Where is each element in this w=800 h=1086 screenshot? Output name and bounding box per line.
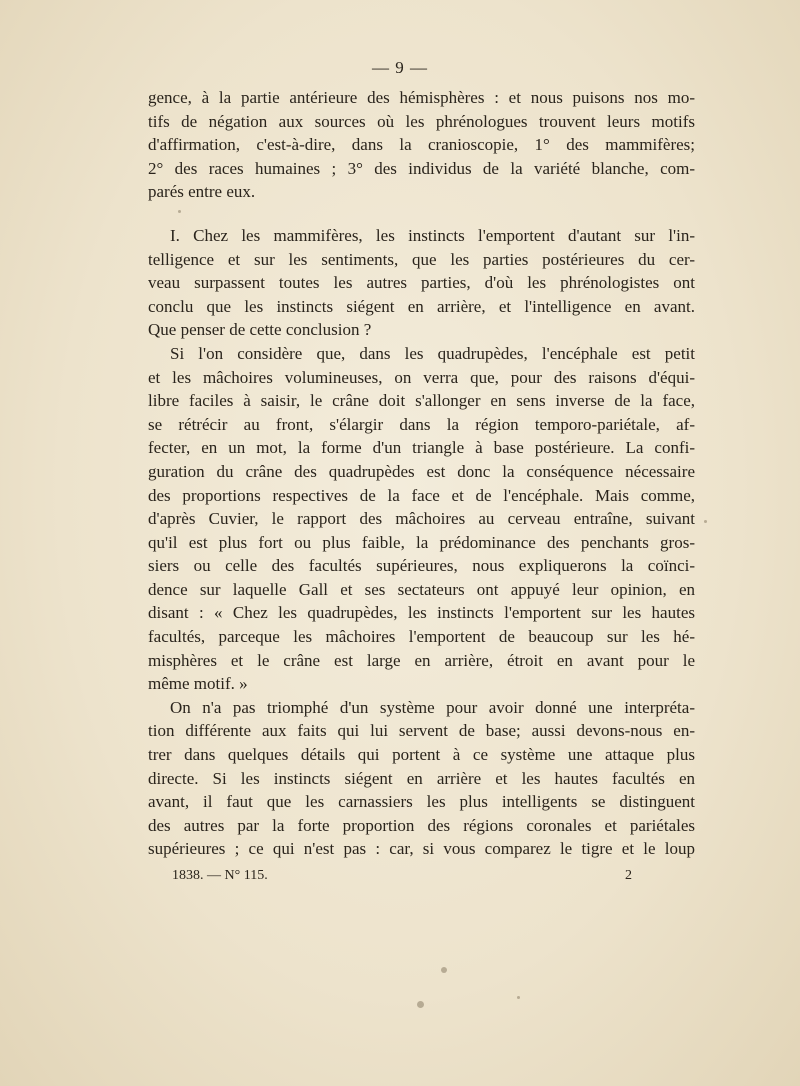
- text-line: supérieures ; ce qui n'est pas : car, si vous comparez le tigre et le loup: [148, 839, 695, 859]
- text-line: misphères et le crâne est large en arrière, étroit en avant pour le: [148, 650, 695, 670]
- signature-mark: 1838. — N° 115.: [172, 868, 268, 883]
- text-line: 2° des races humaines ; 3° des individus de la variété blanche, com-: [148, 158, 695, 178]
- text-line: se rétrécir au front, s'élargir dans la région temporo-pariétale, af-: [148, 414, 695, 434]
- page-number: — 9 —: [372, 58, 428, 77]
- text-line: directe. Si les instincts siégent en arrière et les hautes facultés en: [148, 768, 695, 788]
- text-line: tion différente aux faits qui lui servent de base; aussi devons-nous en-: [148, 721, 695, 741]
- text-line: libre faciles à saisir, le crâne doit s'allonger en sens inverse de la face,: [148, 391, 695, 411]
- text-line: dence sur laquelle Gall et ses sectateurs ont appuyé leur opinion, en: [148, 579, 695, 599]
- text-line: qu'il est plus fort ou plus faible, la prédominance des penchants gros-: [148, 532, 695, 552]
- text-line: Que penser de cette conclusion ?: [148, 320, 372, 340]
- text-line: veau surpassent toutes les autres parties, d'où les phrénologistes ont: [148, 273, 695, 293]
- text-line: des proportions respectives de la face et de l'encéphale. Mais comme,: [148, 485, 695, 505]
- scan-speck: [517, 996, 520, 999]
- page-footer: [172, 868, 632, 884]
- text-line: siers ou celle des facultés supérieures, nous expliquerons la coïnci-: [148, 556, 695, 576]
- text-line: conclu que les instincts siégent en arrière, et l'intelligence en avant.: [148, 296, 695, 316]
- text-line: On n'a pas triomphé d'un système pour avoir donné une interpréta-: [170, 697, 695, 717]
- sheet-number: 2: [625, 868, 632, 883]
- scan-speck: [704, 520, 707, 523]
- text-line: même motif. »: [148, 674, 248, 694]
- scan-speck: [441, 967, 447, 973]
- text-line: trer dans quelques détails qui portent à ce système une attaque plus: [148, 745, 695, 765]
- scan-speck: [178, 210, 181, 213]
- text-line: Si l'on considère que, dans les quadrupèdes, l'encéphale est petit: [170, 343, 695, 363]
- text-line: des autres par la forte proportion des régions coronales et pariétales: [148, 815, 695, 835]
- text-line: et les mâchoires volumineuses, on verra que, pour des raisons d'équi-: [148, 367, 695, 387]
- text-line: disant : « Chez les quadrupèdes, les instincts l'emportent sur les hautes: [148, 603, 695, 623]
- text-line: I. Chez les mammifères, les instincts l'emportent d'autant sur l'in-: [170, 225, 695, 245]
- text-line: telligence et sur les sentiments, que les parties postérieures du cer-: [148, 249, 695, 269]
- text-line: d'affirmation, c'est-à-dire, dans la cranioscopie, 1° des mammifères;: [148, 135, 695, 155]
- text-line: facultés, parceque les mâchoires l'emportent de beaucoup sur les hé-: [148, 627, 695, 647]
- text-line: gence, à la partie antérieure des hémisphères : et nous puisons nos mo-: [148, 88, 695, 107]
- scan-speck: [417, 1001, 424, 1008]
- text-line: tifs de négation aux sources où les phrénologues trouvent leurs motifs: [148, 111, 695, 131]
- text-line: guration du crâne des quadrupèdes est donc la conséquence nécessaire: [148, 461, 695, 481]
- text-line: parés entre eux.: [148, 182, 256, 202]
- body-text: [148, 86, 695, 861]
- text-line: avant, il faut que les carnassiers les plus intelligents se distinguent: [148, 792, 695, 812]
- text-line: d'après Cuvier, le rapport des mâchoires au cerveau entraîne, suivant: [148, 509, 695, 529]
- text-line: fecter, en un mot, la forme d'un triangle à base postérieure. La confi-: [148, 438, 695, 458]
